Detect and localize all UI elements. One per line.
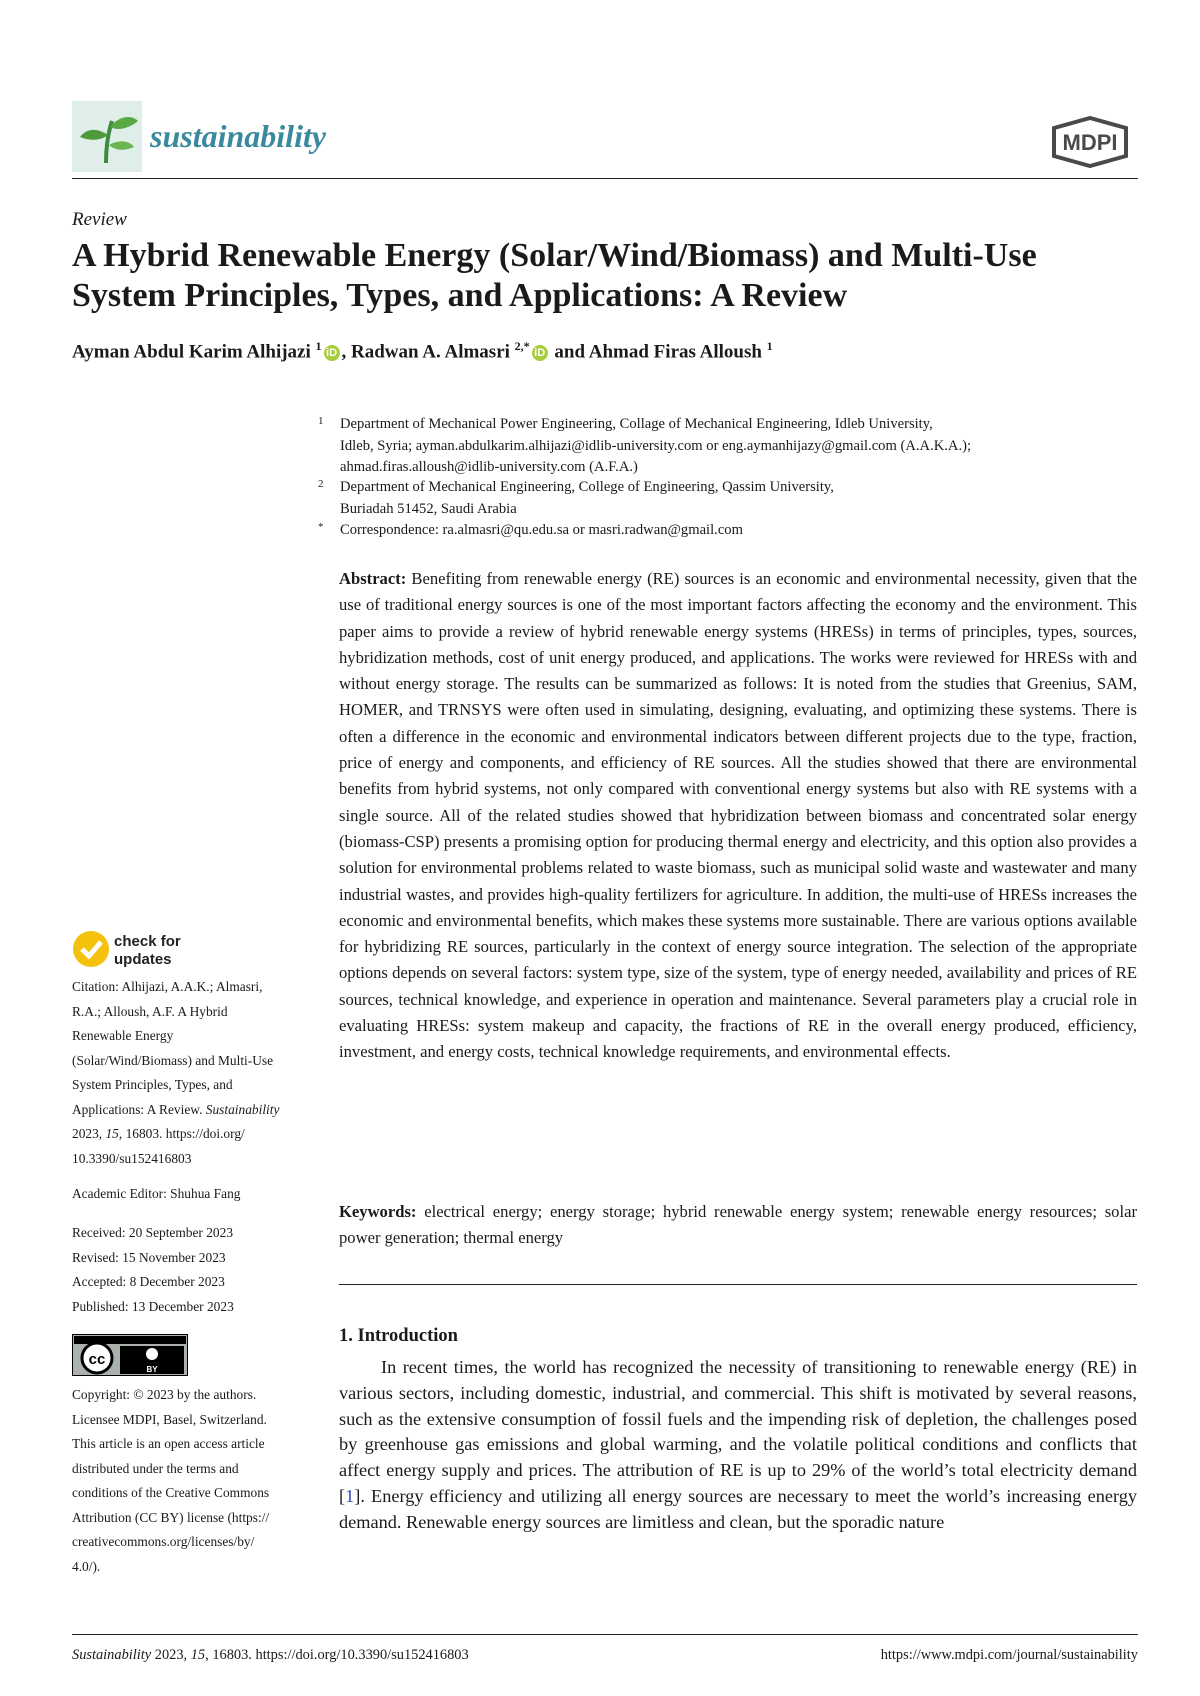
article-title (72, 236, 1152, 316)
cc-icon: cc (88, 1351, 106, 1368)
journal-name: sustainability (150, 118, 327, 154)
title-line-2: System Principles, Types, and Applications: A Review (72, 277, 848, 314)
citation-journal: Sustainability (205, 1101, 280, 1117)
revised-date: Revised: 15 November 2023 (72, 1249, 226, 1265)
check-updates-line-2: updates (114, 951, 172, 968)
history-dates (72, 1221, 312, 1319)
author-list: Ayman Abdul Karim Alhijazi $^1$iD , Radwan A. Almasri $^{2,*}$iD and Ahmad Firas Alloush $^1$ (72, 339, 773, 363)
author-2[interactable]: Radwan A. Almasri (351, 341, 510, 363)
journal-logo (72, 101, 142, 172)
affiliation-line: Department of Mechanical Power Engineering, Collage of Mechanical Engineering, Idleb University, (340, 416, 933, 432)
citation-label: Citation: (72, 979, 119, 994)
footer-citation: Sustainability 2023, 15, 16803. https://doi.org/10.3390/su152416803 (72, 1647, 469, 1663)
orcid-icon[interactable]: iD (324, 345, 340, 361)
correspondence-line[interactable]: Correspondence: ra.almasri@qu.edu.sa or masri.radwan@gmail.com (340, 522, 743, 538)
affiliation-mark: * (318, 521, 324, 533)
citation-doi[interactable]: 10.3390/su152416803 (72, 1150, 192, 1166)
cc-by-license-badge[interactable] (72, 1334, 188, 1376)
affiliation-line[interactable]: Idleb, Syria; ayman.abdulkarim.alhijazi@idlib-university.com or eng.aymanhijazy@gmail.com (A.A.K.A.); (340, 437, 972, 454)
abstract-text: Benefiting from renewable energy (RE) sources is an economic and environmental necessity, given that the use of traditional energy sources is one of the most important factors affecting the economy and the environment. This paper aims to provide a review of hybrid renewable energy systems (HRESs) in terms of principles, types, sources, hybridization methods, cost of unit energy produced, and applications. The works were reviewed for HRESs with and without energy storage. The results can be summarized as follows: It is noted from the studies that Greenius, SAM, HOMER, and TRNSYS were often used in simulating, designing, evaluating, and optimizing these systems. There is often a difference in the economic and environmental indicators between different projects due to the type, fraction, price of energy and components, and efficiency of RE sources. All the studies showed that there are environmental benefits from hybrid systems, not only compared with conventional energy systems but also with RE systems with a single source. All of the related studies showed that hybridization between biomass and concentrated solar energy (biomass-CSP) presents a promising option for producing thermal energy and electricity, and this option also provides a solution for environmental problems related to waste biomass, such as municipal solid waste and wastewater and many industrial wastes, and provides high-quality fertilizers for agriculture. In addition, the multi-use of HRESs increases the economic and environmental benefits, which makes these systems more sustainable. There are various options available for hybridizing RE sources, particularly in the context of energy source integration. The selection of the appropriate options depends on several factors: system type, size of the system, type of energy needed, availability and prices of RE sources, technical knowledge, and experience in operation and maintenance. Several parameters play a crucial role in evaluating HRESs: system makeup and capacity, the fractions of RE in the overall energy produced, efficiency, investment, and energy costs, technical knowledge requirements, and environmental effects. (339, 569, 1138, 1062)
affiliation-line: Department of Mechanical Engineering, College of Engineering, Qassim University, (340, 479, 834, 495)
intro-paragraph: In recent times, the world has recognized the necessity of transitioning to renewable energy (RE) in various sectors, including domestic, industrial, and commercial. This shift is motivated by several reasons, such as the extensive consumption of fossil fuels and the impending risk of depletion, the challenges posed by greenhouse gas emissions and global warming, and the volatile political conditions and conflicts that affect energy supply and prices. The attribution of RE is up to 29% of the world’s total electricity demand [1]. Energy efficiency and utilizing all energy sources are necessary to meet the world’s increasing energy demand. Renewable energy sources are limitless and clean, but the sporadic nature (339, 1357, 1137, 1532)
affiliation-1 (318, 414, 1130, 479)
affiliation-mark: 2 (318, 478, 324, 490)
section-rule (339, 1284, 1137, 1285)
author-3[interactable]: Ahmad Firas Alloush (588, 341, 762, 363)
received-date: Received: 20 September 2023 (72, 1225, 234, 1240)
mdpi-logo (1046, 116, 1134, 168)
correspondence (318, 520, 1130, 542)
keywords-label: Keywords: (339, 1202, 417, 1221)
citation-block: Citation: Alhijazi, A.A.K.; Almasri, R.A.; Alloush, A.F. A Hybrid Renewable Energy (Solar/Wind/Biomass) and Multi-Use System Principles, Types, and Applications: A Review. Sustainability 2023, 15, 16803. https://doi.org/ 10.3390/su152416803 (72, 975, 312, 1171)
header-rule (72, 178, 1138, 179)
check-for-updates-badge[interactable] (72, 928, 222, 970)
abstract-label: Abstract: (339, 569, 407, 588)
footer-rule (72, 1634, 1138, 1635)
copyright-block: Copyright: © 2023 by the authors. Licensee MDPI, Basel, Switzerland. This article is an open access article distributed under the terms and conditions of the Creative Commons Attribution (CC BY) license (https:// creativecommons.org/licenses/by/ 4.0/). (72, 1387, 270, 1574)
affiliation-mark: 1 (318, 415, 324, 427)
mdpi-logo-text: MDPI (1062, 130, 1118, 155)
author-2-affiliation: 2,* (514, 339, 530, 353)
keywords-text: electrical energy; energy storage; hybrid renewable energy system; renewable energy resources; solar power generation; thermal energy (339, 1202, 1137, 1248)
orcid-icon[interactable]: iD (532, 345, 548, 361)
article-type: Review (72, 209, 127, 230)
abstract (339, 566, 1137, 1066)
author-1-affiliation: 1 (315, 339, 322, 353)
author-1[interactable]: Ayman Abdul Karim Alhijazi (72, 341, 311, 363)
affiliation-2 (318, 477, 1130, 520)
keywords (339, 1199, 1137, 1252)
author-3-affiliation: 1 (766, 339, 773, 353)
affiliation-line[interactable]: ahmad.firas.alloush@idlib-university.com (A.F.A.) (340, 459, 638, 475)
title-line-1: A Hybrid Renewable Energy (Solar/Wind/Biomass) and Multi-Use (72, 237, 1037, 274)
by-icon: BY (146, 1365, 158, 1374)
check-updates-line-1: check for (114, 933, 181, 950)
section-heading: 1. Introduction (339, 1326, 458, 1346)
accepted-date: Accepted: 8 December 2023 (72, 1274, 225, 1289)
published-date: Published: 13 December 2023 (72, 1298, 234, 1314)
academic-editor: Academic Editor: Shuhua Fang (72, 1186, 241, 1201)
footer-doi[interactable]: , 16803. https://doi.org/10.3390/su152416803 (205, 1647, 469, 1663)
reference-link[interactable]: 1 (345, 1485, 355, 1506)
footer-journal-url[interactable]: https://www.mdpi.com/journal/sustainability (880, 1647, 1138, 1663)
affiliation-line: Buriadah 51452, Saudi Arabia (340, 500, 517, 517)
